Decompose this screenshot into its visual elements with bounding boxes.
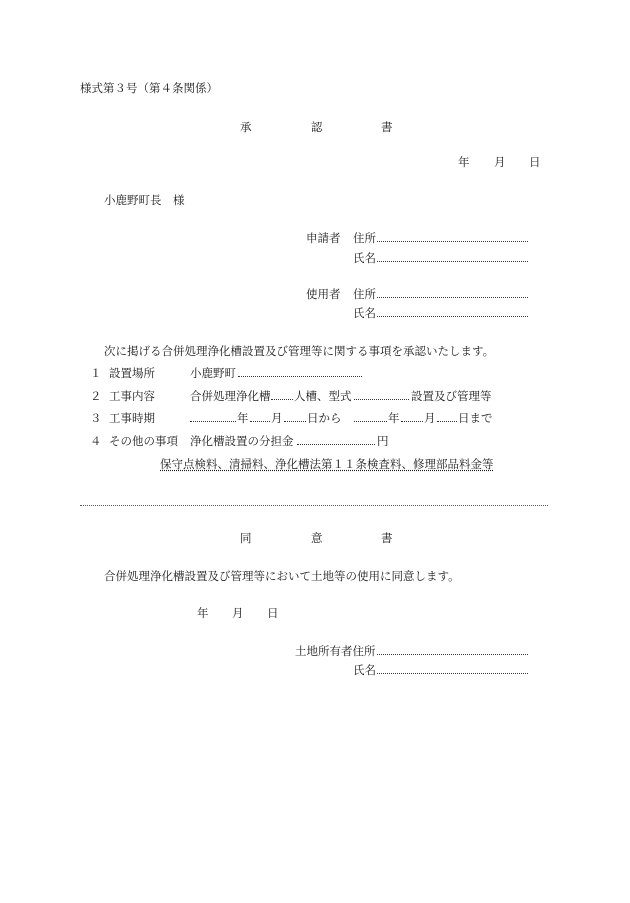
item-label: 工事時期 bbox=[109, 411, 155, 425]
consent-title-char-1: 同 bbox=[240, 531, 252, 545]
applicant-name-label: 氏名 bbox=[353, 251, 376, 265]
start-month-field[interactable] bbox=[250, 410, 270, 422]
end-month-field[interactable] bbox=[401, 410, 423, 422]
work-content-text-2: 人槽、型式 bbox=[294, 389, 352, 403]
item-label: その他の事項 bbox=[109, 434, 178, 448]
user-name-label: 氏名 bbox=[353, 306, 376, 320]
work-content-text-1: 合併処理浄化槽 bbox=[190, 389, 271, 403]
model-field[interactable] bbox=[354, 388, 409, 400]
start-day-label: 日から bbox=[307, 411, 342, 425]
addressee: 小鹿野町長 様 bbox=[104, 193, 185, 207]
approval-statement: 次に掲げる合併処理浄化槽設置及び管理等に関する事項を承認いたします。 bbox=[104, 344, 495, 358]
end-day-label: 日まで bbox=[458, 411, 493, 425]
end-day-field[interactable] bbox=[437, 410, 457, 422]
item-label: 工事内容 bbox=[109, 389, 155, 403]
consent-day-label: 日 bbox=[267, 606, 279, 620]
end-month-label: 月 bbox=[424, 411, 436, 425]
contribution-label: 浄化槽設置の分担金 bbox=[190, 434, 294, 448]
location-prefix: 小鹿野町 bbox=[190, 366, 236, 380]
approval-title-char-1: 承 bbox=[240, 120, 252, 134]
applicant-address-label: 住所 bbox=[353, 231, 376, 245]
date-day-label: 日 bbox=[529, 155, 541, 169]
consent-year-label: 年 bbox=[197, 606, 209, 620]
applicant-address-field[interactable] bbox=[377, 230, 528, 242]
item-number: ４ bbox=[90, 434, 102, 448]
section-separator bbox=[80, 505, 548, 506]
user-name-field[interactable] bbox=[377, 305, 528, 317]
contribution-note: 保守点検料、清掃料、浄化槽法第１１条検査料、修理部品料金等 bbox=[160, 457, 494, 471]
form-number: 様式第３号（第４条関係） bbox=[80, 81, 218, 95]
item-number: ２ bbox=[90, 389, 102, 403]
item-label: 設置場所 bbox=[109, 366, 155, 380]
item-number: ３ bbox=[90, 411, 102, 425]
landowner-name-label: 氏名 bbox=[353, 663, 376, 677]
contribution-unit: 円 bbox=[377, 434, 389, 448]
start-year-label: 年 bbox=[237, 411, 249, 425]
applicant-name-field[interactable] bbox=[377, 250, 528, 262]
contribution-amount-field[interactable] bbox=[297, 433, 375, 445]
landowner-address-label: 土地所有者住所 bbox=[295, 644, 376, 658]
capacity-field[interactable] bbox=[271, 388, 293, 400]
approval-title-char-3: 書 bbox=[381, 120, 393, 134]
applicant-role: 申請者 bbox=[306, 231, 341, 245]
consent-title-char-2: 意 bbox=[311, 531, 323, 545]
end-year-label: 年 bbox=[388, 411, 400, 425]
date-year-label: 年 bbox=[458, 155, 470, 169]
start-day-field[interactable] bbox=[284, 410, 306, 422]
end-year-field[interactable] bbox=[354, 410, 387, 422]
consent-month-label: 月 bbox=[232, 606, 244, 620]
user-role: 使用者 bbox=[306, 287, 341, 301]
location-field[interactable] bbox=[238, 365, 362, 377]
consent-statement: 合併処理浄化槽設置及び管理等において土地等の使用に同意します。 bbox=[104, 569, 460, 583]
user-address-label: 住所 bbox=[353, 287, 376, 301]
user-address-field[interactable] bbox=[377, 286, 528, 298]
landowner-name-field[interactable] bbox=[377, 662, 528, 674]
date-month-label: 月 bbox=[494, 155, 506, 169]
landowner-address-field[interactable] bbox=[377, 643, 528, 655]
start-year-field[interactable] bbox=[190, 410, 236, 422]
item-number: １ bbox=[90, 366, 102, 380]
start-month-label: 月 bbox=[271, 411, 283, 425]
work-content-text-3: 設置及び管理等 bbox=[411, 389, 492, 403]
consent-title-char-3: 書 bbox=[381, 531, 393, 545]
approval-title-char-2: 認 bbox=[311, 120, 323, 134]
